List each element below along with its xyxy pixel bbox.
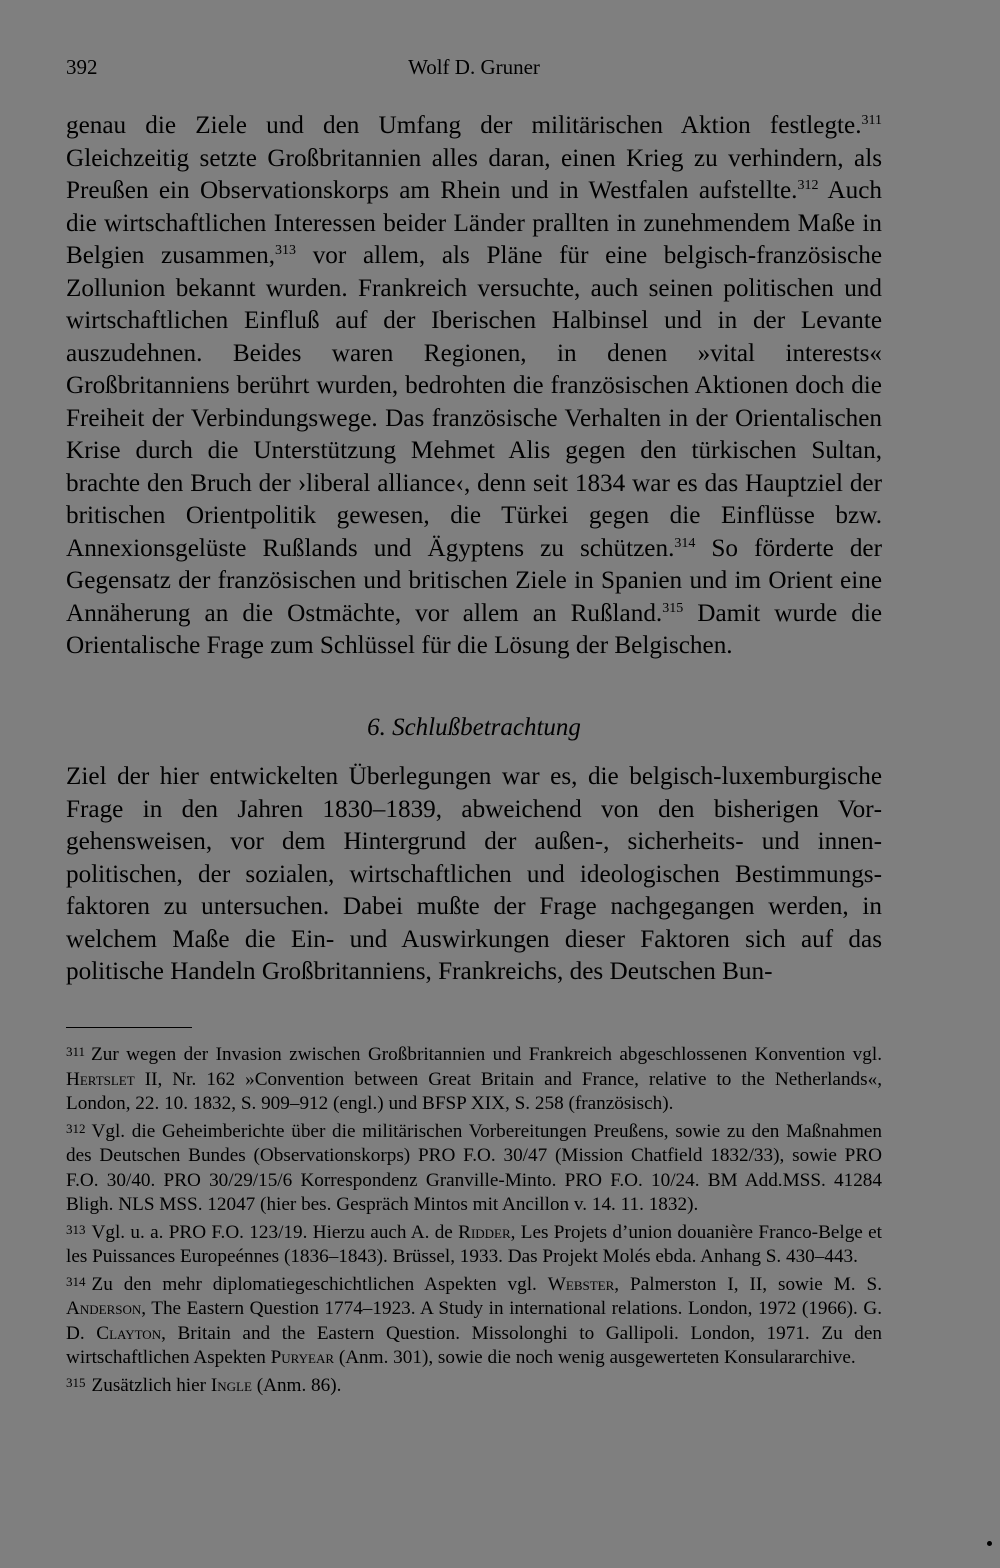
footnote-number: 315 bbox=[66, 1374, 86, 1390]
author-name: Puryear bbox=[270, 1347, 335, 1368]
conclusion-text bbox=[66, 761, 882, 989]
footnote-number: 313 bbox=[66, 1221, 86, 1237]
text-run: Auch die wirtschaftlichen Interessen beider Länder prallten in zunehmendem Maße in Belgien zusammen, bbox=[66, 177, 882, 269]
footnote-text: , The Eastern Question 1774–1923. A Study in international relations. London, 1972 (1966). G. D. bbox=[66, 1298, 882, 1344]
footnote-ref: 313 bbox=[275, 243, 297, 258]
page-number: 392 bbox=[66, 55, 98, 79]
footnote-number: 312 bbox=[66, 1120, 86, 1136]
footnote-ref: 315 bbox=[662, 600, 684, 616]
footnotes bbox=[66, 1040, 882, 1398]
footnote-ref: 311 bbox=[861, 113, 882, 128]
page-header bbox=[66, 55, 882, 85]
footnote-312 bbox=[66, 1117, 882, 1218]
footnote-text: Zusätzlich hier bbox=[91, 1374, 211, 1396]
paragraph bbox=[66, 110, 882, 663]
body-text bbox=[66, 110, 882, 663]
footnote-311 bbox=[66, 1040, 882, 1117]
footnote-313 bbox=[66, 1218, 882, 1270]
paragraph: Ziel der hier entwickelten Überlegungen war es, die belgisch-luxemburgische Frage in den Jahren 1830–1839, abweichend von den bisherigen Vorgehensweisen, vor dem Hintergrund der außen-, sicherheits- und innenpolitischen, der sozialen, wirtschaftlichen und ideologischen Bestimmungsfaktoren zu untersuchen. Dabei mußte der Frage nachgegangen werden, in welchem Maße die Ein- und Auswirkungen dieser Faktoren sich auf das politische Handeln Großbritanniens, Frankreichs, des Deutschen Bun- bbox=[66, 763, 882, 985]
author-name: Hertslet bbox=[66, 1068, 135, 1090]
author-name: Ingle bbox=[210, 1374, 252, 1396]
footnote-text: , Palmerston I, II, sowie M. S. bbox=[614, 1273, 882, 1295]
footnote-ref: 314 bbox=[674, 535, 696, 551]
footnote-ref: 312 bbox=[797, 178, 819, 193]
footnote-number: 311 bbox=[66, 1044, 86, 1059]
footnote-divider bbox=[66, 1027, 192, 1028]
footnote-315 bbox=[66, 1371, 882, 1399]
footnote-text: Zu den mehr diplomatiegeschichtlichen Aspekten vgl. bbox=[91, 1273, 548, 1295]
footnote-number: 314 bbox=[66, 1273, 86, 1289]
footnote-text: II, Nr. 162 »Convention between Great Britain and France, relative to the Netherlands«, London, 22. 10. 1832, S. 909–912 (engl.) und BFSP XIX, S. 258 (französisch). bbox=[66, 1068, 882, 1114]
author-name: Clayton bbox=[96, 1322, 162, 1344]
footnote-314 bbox=[66, 1270, 882, 1371]
running-head: Wolf D. Gruner bbox=[408, 55, 540, 79]
text-run: vor allem, als Pläne für eine belgisch-französische Zollunion bekannt wurden. Frankreich versuchte, auch seinen politischen und wirtschaftlichen Einfluß auf der Iberischen Halbinsel und in der Levante auszudehnen. Beides waren Regionen, in denen »vital interests« Großbritanniens berührt wurden, bedrohten die französischen Aktionen doch die Freiheit der Verbindungswege. Das französische Verhalten in der Orientalischen Krise durch die Unterstützung Mehmet Alis gegen den türkischen Sultan, brachte den Bruch der ›liberal alliance‹, denn seit 1834 war es das Hauptziel der britischen Orientpolitik gewesen, die Türkei gegen die Einflüsse bzw. Annexionsgelüste Rußlands und Ägyptens zu schützen. bbox=[66, 242, 882, 562]
footnote-text: Vgl. die Geheimberichte über die militärischen Vorbereitungen Preußens, sowie zu den Maßnahmen des Deutschen Bundes (Observationskorps) PRO F.O. 30/47 (Mission Chatfield 1832/33), sowie PRO F.O. 30/40. PRO 30/29/15/6 Korrespondenz Granville-Minto. PRO F.O. 10/24. BM Add.MSS. 41284 Bligh. NLS MSS. 12047 (hier bes. Gespräch Mintos mit Ancillon v. 14. 11. 1832). bbox=[66, 1120, 882, 1215]
footnote-text: Zur wegen der Invasion zwischen Großbritannien und Frankreich abgeschlossenen Konvention vgl. bbox=[91, 1044, 882, 1065]
author-name: Webster bbox=[547, 1273, 615, 1295]
footnote-text: (Anm. 86). bbox=[251, 1374, 342, 1396]
author-name: Anderson bbox=[66, 1298, 142, 1319]
author-name: Ridder bbox=[458, 1221, 511, 1243]
footnote-text: , Les Projets d’union douanière Franco-Belge et les Puissances Europeénnes (1836–1843). Brüssel, 1933. Das Projekt Molés ebda. Anhang S. 430–443. bbox=[66, 1221, 882, 1267]
footnote-text: (Anm. 301), sowie die noch wenig ausgewerteten Konsulararchive. bbox=[334, 1347, 856, 1368]
text-run: genau die Ziele und den Umfang der militärischen Aktion festlegte. bbox=[66, 112, 862, 139]
text-run: Damit wurde die Orientalische Frage zum Schlüssel für die Lösung der Belgischen. bbox=[66, 599, 883, 659]
footnote-text: Vgl. u. a. PRO F.O. 123/19. Hierzu auch A. de bbox=[91, 1221, 459, 1243]
text-run: Gleichzeitig setzte Großbritannien alles daran, einen Krieg zu verhindern, als Preußen ein Observationskorps am Rhein und in Westfalen aufstellte. bbox=[66, 144, 882, 204]
scan-mark bbox=[987, 1541, 992, 1546]
text-run: So förderte der Gegensatz der französischen und britischen Ziele in Spanien und im Orient eine Annäherung an die Ostmächte, vor allem an Rußland. bbox=[66, 534, 882, 627]
footnote-text: , Britain and the Eastern Question. Missolonghi to Gallipoli. London, 1971. Zu den wirtschaftlichen Aspekten bbox=[66, 1322, 882, 1368]
section-heading: 6. Schlußbetrachtung bbox=[367, 714, 581, 741]
